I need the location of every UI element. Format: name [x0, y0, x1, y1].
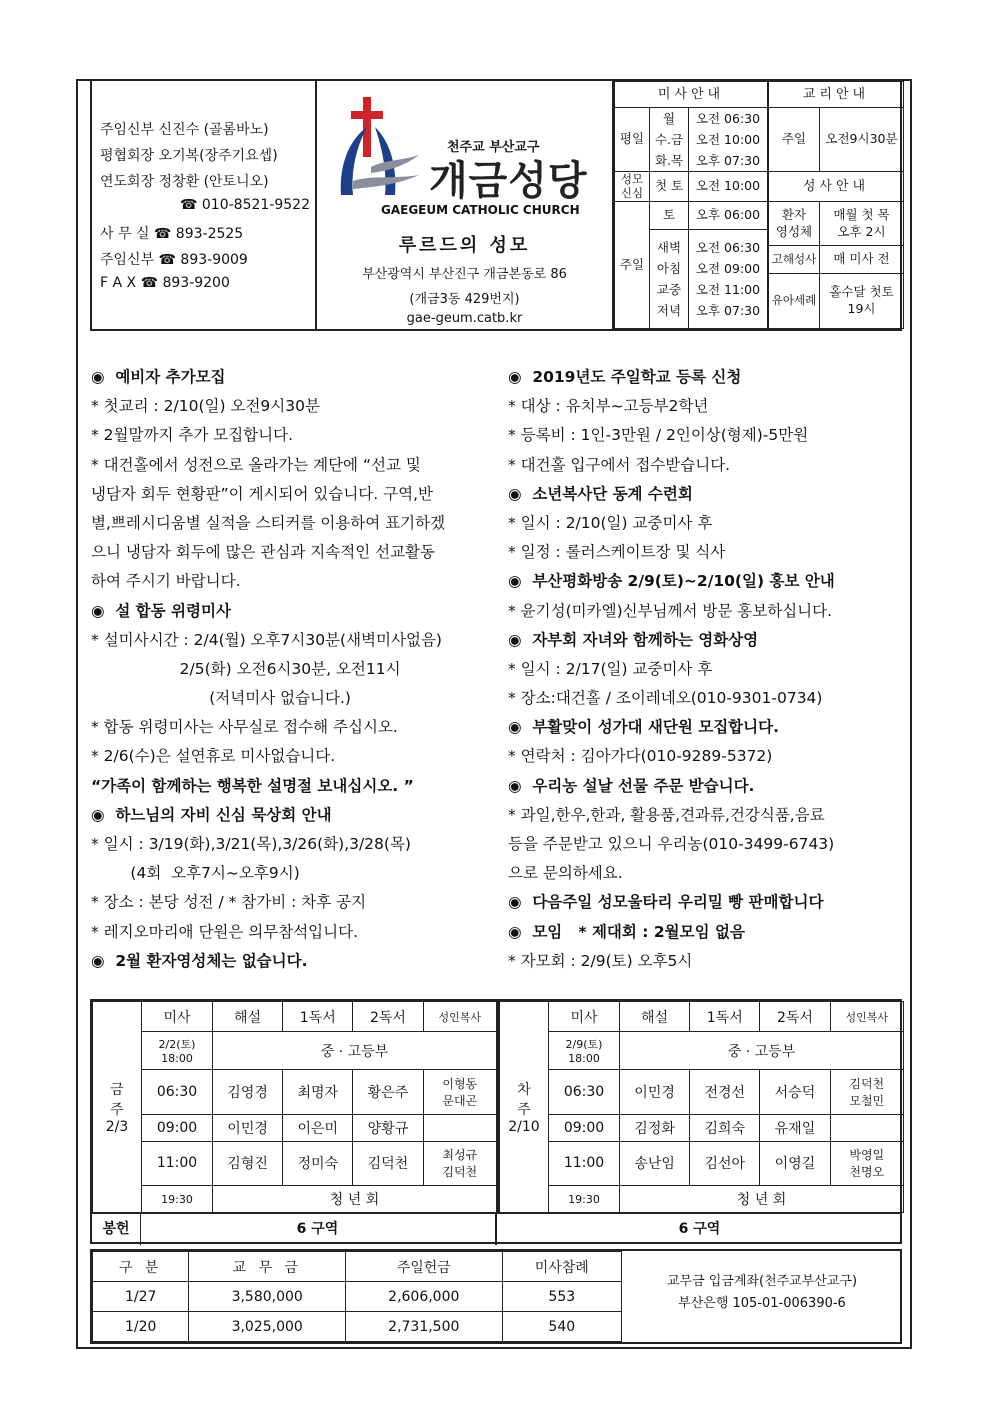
finance-cell: 553 [502, 1282, 621, 1312]
notice-line: 으로 문의하세요. [508, 864, 623, 883]
minister-name [830, 1114, 903, 1141]
group-assignment: 청 년 회 [620, 1186, 904, 1213]
yeondo-line: 연도회장 정창환 (안토니오) [100, 174, 269, 190]
finance-box [90, 1249, 902, 1344]
notice-line: * 자모회 : 2/9(토) 오후5시 [508, 951, 693, 970]
mary-time: 오전 10:00 [689, 172, 768, 202]
minister-name: 이민경 [620, 1070, 690, 1115]
finance-cell: 1/20 [93, 1312, 189, 1342]
minister-name: 김정화 [620, 1114, 690, 1141]
church-address: 부산광역시 부산진구 개금본동로 86 [362, 267, 567, 282]
minister-name: 최명자 [283, 1070, 353, 1115]
sunday-mass-time: 오전 09:00 [695, 261, 761, 276]
notice-heading: ◉ 소년복사단 동계 수련회 [508, 484, 693, 503]
mary-day: 첫 토 [650, 172, 689, 202]
notice-line: * 일시 : 2/17(일) 교중미사 후 [508, 659, 713, 678]
church-website[interactable]: gae-geum.catb.kr [406, 311, 523, 326]
schedule-info [614, 81, 904, 329]
contact-list [92, 81, 317, 329]
notice-line: * 일시 : 2/10(일) 교중미사 후 [508, 513, 713, 532]
weekday-time: 오전 10:00 [695, 132, 761, 147]
minister-name: 정미숙 [283, 1141, 353, 1186]
notice-line: 등을 주문받고 있으니 우리농(010-3499-6743) [508, 835, 835, 853]
doctrine-day: 주일 [769, 108, 820, 172]
notice-line: * 장소:대건홀 / 조이레네오(010-9301-0734) [508, 689, 823, 708]
finance-cell: 1/27 [93, 1282, 189, 1312]
notice-heading: ◉ 예비자 추가모집 [91, 368, 226, 386]
notice-line: 별,쁘레시디움별 실적을 스티커를 이용하여 표기하겠 [91, 513, 446, 532]
notice-line: 냉담자 회두 현황판”이 게시되어 있습니다. 구역,반 [91, 484, 433, 503]
weekday-day: 화.목 [654, 153, 684, 168]
mass-time: 06:30 [142, 1070, 213, 1115]
next-week-table [499, 1001, 904, 1213]
weekday-day: 수.금 [654, 132, 684, 147]
schedule-header: 성인복사 [830, 1002, 903, 1032]
notice-heading: ◉ 하느님의 자비 신심 묵상회 안내 [91, 805, 332, 824]
minister-name: 김덕천 모철민 [830, 1070, 903, 1115]
schedule-header: 성인복사 [423, 1002, 496, 1032]
finance-header: 주일헌금 [346, 1252, 503, 1282]
notice-line: (저녁미사 없습니다.) [91, 689, 351, 708]
sunday-mass-name: 새벽 [656, 240, 682, 255]
mass-time: 19:30 [549, 1186, 620, 1213]
notice-line: * 합동 위령미사는 사무실로 접수해 주십시오. [91, 718, 398, 737]
sacrament-name: 고해성사 [769, 246, 820, 274]
diocese-name: 천주교 부산교구 [447, 140, 540, 155]
week-label: 금 주 2/3 [93, 1002, 142, 1213]
notice-heading: ◉ 다음주일 성모울타리 우리밀 빵 판매합니다 [508, 893, 824, 912]
mass-time: 09:00 [549, 1114, 620, 1141]
notice-heading: ◉ 2019년도 주일학교 등록 신청 [508, 368, 742, 386]
minister-name [423, 1114, 496, 1141]
minister-name: 황은주 [353, 1070, 423, 1115]
minister-name: 유재일 [760, 1114, 830, 1141]
mass-time: 11:00 [549, 1141, 620, 1186]
finance-cell: 540 [502, 1312, 621, 1342]
sacrament-when: 매 미사 전 [820, 246, 904, 274]
doctrine-guide-title: 교리안내 [769, 82, 904, 108]
minister-name: 양황규 [353, 1114, 423, 1141]
church-english-name: GAEGEUM CATHOLIC CHURCH [381, 203, 580, 217]
mass-guide-table [614, 81, 768, 329]
notice-line: * 설미사시간 : 2/4(월) 오후7시30분(새벽미사없음) [91, 630, 442, 649]
sunday-mass-time: 오전 11:00 [695, 282, 761, 297]
saturday-time: 오후 06:00 [689, 202, 768, 230]
schedule-header: 1독서 [690, 1002, 760, 1032]
minister-name: 이은미 [283, 1114, 353, 1141]
notice-line: * 일시 : 3/19(화),3/21(목),3/26(화),3/28(목) [91, 835, 411, 853]
account-number: 부산은행 105-01-006390-6 [678, 1296, 846, 1311]
minister-name: 서승덕 [760, 1070, 830, 1115]
sunday-label: 주일 [615, 202, 650, 329]
doctrine-time: 오전9시30분 [820, 108, 904, 172]
notice-line: * 윤기성(미카엘)신부님께서 방문 홍보하십니다. [508, 601, 833, 620]
schedule-header: 해설 [620, 1002, 690, 1032]
church-address-detail: (개금3동 429번지) [409, 292, 520, 307]
notice-line: * 대건홀 입구에서 접수받습니다. [508, 455, 731, 474]
doctrine-sacrament-table [768, 81, 904, 329]
finance-header: 구 분 [93, 1252, 189, 1282]
header [90, 81, 902, 331]
sunday-mass-name: 저녁 [656, 303, 682, 318]
mass-guide-title: 미사안내 [615, 82, 768, 108]
notice-heading: ◉ 우리농 설날 선물 주문 받습니다. [508, 776, 755, 795]
ministry-schedule [90, 999, 902, 1244]
notice-line: * 레지오마리애 단원은 의무참석입니다. [91, 922, 359, 941]
weekday-time: 오후 07:30 [695, 153, 761, 168]
church-name: 개금성당 [429, 158, 588, 204]
minister-name: 김희숙 [690, 1114, 760, 1141]
weekday-time: 오전 06:30 [695, 111, 761, 126]
weekday-day: 월 [662, 111, 676, 126]
saturday-label: 토 [650, 202, 689, 230]
schedule-header: 2독서 [760, 1002, 830, 1032]
pastor-line: 주임신부 신진수 (골롬바노) [100, 122, 269, 138]
left-notices [91, 363, 501, 976]
mass-time: 09:00 [142, 1114, 213, 1141]
finance-cell: 2,731,500 [346, 1312, 503, 1342]
minister-name: 이형동 문대곤 [423, 1070, 496, 1115]
mobile-phone: ☎ 010-8521-9522 [180, 197, 310, 213]
minister-name: 이민경 [213, 1114, 283, 1141]
notice-line: 하여 주시기 바랍니다. [91, 572, 241, 591]
notice-heading: “가족이 함께하는 행복한 설명절 보내십시오. ” [91, 776, 414, 795]
notice-line: * 첫교리 : 2/10(일) 오전9시30분 [91, 397, 320, 416]
priest-phone: 주임신부 ☎ 893-9009 [100, 252, 248, 268]
notice-line: * 등록비 : 1인-3만원 / 2인이상(형제)-5만원 [508, 426, 809, 445]
mass-time: 2/2(토) 18:00 [142, 1032, 213, 1070]
group-assignment: 중 · 고등부 [213, 1032, 497, 1070]
finance-cell: 3,025,000 [189, 1312, 346, 1342]
minister-name: 이영길 [760, 1141, 830, 1186]
notice-heading: ◉ 2월 환자영성체는 없습니다. [91, 951, 308, 970]
notice-line: * 일정 : 롤러스케이트장 및 식사 [508, 543, 726, 562]
sunday-mass-time: 오전 06:30 [695, 240, 761, 255]
notice-line: (4회 오후7시~오후9시) [91, 864, 300, 883]
notice-line: * 연락처 : 김아가다(010-9289-5372) [508, 747, 773, 766]
notice-line: * 2/6(수)은 설연휴로 미사없습니다. [91, 747, 336, 766]
minister-name: 김덕천 [353, 1141, 423, 1186]
finance-cell: 2,606,000 [346, 1282, 503, 1312]
church-logo-icon [331, 95, 421, 203]
sacrament-guide-title: 성사안내 [769, 172, 904, 202]
notice-line: * 대건홀에서 성전으로 올라가는 계단에 “선교 및 [91, 455, 421, 474]
schedule-header: 2독서 [353, 1002, 423, 1032]
group-assignment: 청 년 회 [213, 1186, 497, 1213]
finance-table [92, 1251, 622, 1342]
next-week-offering: 6 구역 [678, 1221, 721, 1237]
weekday-label: 평일 [615, 108, 650, 172]
notice-line: * 장소 : 본당 성전 / * 참가비 : 차후 공지 [91, 893, 367, 912]
sunday-mass-name: 아침 [656, 261, 682, 276]
notice-line: * 과일,한우,한과, 활용품,견과류,건강식품,음료 [508, 805, 825, 824]
sunday-mass-time: 오후 07:30 [695, 303, 761, 318]
schedule-header: 미사 [142, 1002, 213, 1032]
sacrament-when: 매월 첫 목 오후 2시 [820, 202, 904, 246]
account-title: 교무금 입금계좌(천주교부산교구) [666, 1274, 858, 1289]
mary-devotion-label: 성모 신심 [615, 172, 650, 202]
finance-header: 교 무 금 [189, 1252, 346, 1282]
notice-line: * 2월말까지 추가 모집합니다. [91, 426, 294, 445]
sacrament-name: 환자 영성체 [769, 202, 820, 246]
finance-cell: 3,580,000 [189, 1282, 346, 1312]
mass-time: 19:30 [142, 1186, 213, 1213]
mass-time: 11:00 [142, 1141, 213, 1186]
notice-line: 2/5(화) 오전6시30분, 오전11시 [91, 659, 401, 678]
notice-heading: ◉ 자부회 자녀와 함께하는 영화상영 [508, 630, 759, 649]
mass-time: 2/9(토) 18:00 [549, 1032, 620, 1070]
church-brand [317, 81, 614, 329]
notice-heading: ◉ 모임 * 제대회 : 2월모임 없음 [508, 922, 745, 941]
mass-time: 06:30 [549, 1070, 620, 1115]
minister-name: 송난임 [620, 1141, 690, 1186]
finance-header: 미사참례 [502, 1252, 621, 1282]
schedule-header: 미사 [549, 1002, 620, 1032]
this-week-table [92, 1001, 497, 1213]
sunday-mass-name: 교중 [656, 282, 682, 297]
notice-line: * 대상 : 유치부~고등부2학년 [508, 397, 709, 416]
fax-number: F A X ☎ 893-9200 [100, 275, 230, 291]
minister-name: 박영일 천명오 [830, 1141, 903, 1186]
bulletin-page [76, 79, 912, 1349]
office-phone: 사 무 실 ☎ 893-2525 [100, 226, 244, 242]
group-assignment: 중 · 고등부 [620, 1032, 904, 1070]
schedule-header: 해설 [213, 1002, 283, 1032]
minister-name: 김영경 [213, 1070, 283, 1115]
council-line: 평협회장 오기복(장주기요셉) [100, 148, 278, 164]
minister-name: 최성규 김덕천 [423, 1141, 496, 1186]
notice-heading: ◉ 부산평화방송 2/9(토)~2/10(일) 홍보 안내 [508, 572, 835, 591]
minister-name: 김형진 [213, 1141, 283, 1186]
offering-label: 봉헌 [92, 1214, 141, 1245]
minister-name: 전경선 [690, 1070, 760, 1115]
notice-heading: ◉ 부활맞이 성가대 새단원 모집합니다. [508, 718, 779, 737]
right-notices [508, 363, 908, 976]
sacrament-when: 홀수달 첫토 19시 [820, 274, 904, 329]
schedule-header: 1독서 [283, 1002, 353, 1032]
sacrament-name: 유아세례 [769, 274, 820, 329]
this-week-offering: 6 구역 [140, 1214, 497, 1245]
notice-heading: ◉ 설 합동 위령미사 [91, 601, 231, 620]
week-label: 차 주 2/10 [500, 1002, 549, 1213]
minister-name: 김선아 [690, 1141, 760, 1186]
patron-name: 루르드의 성모 [398, 235, 531, 256]
notice-line: 으니 냉담자 회두에 많은 관심과 지속적인 선교활동 [91, 543, 435, 562]
